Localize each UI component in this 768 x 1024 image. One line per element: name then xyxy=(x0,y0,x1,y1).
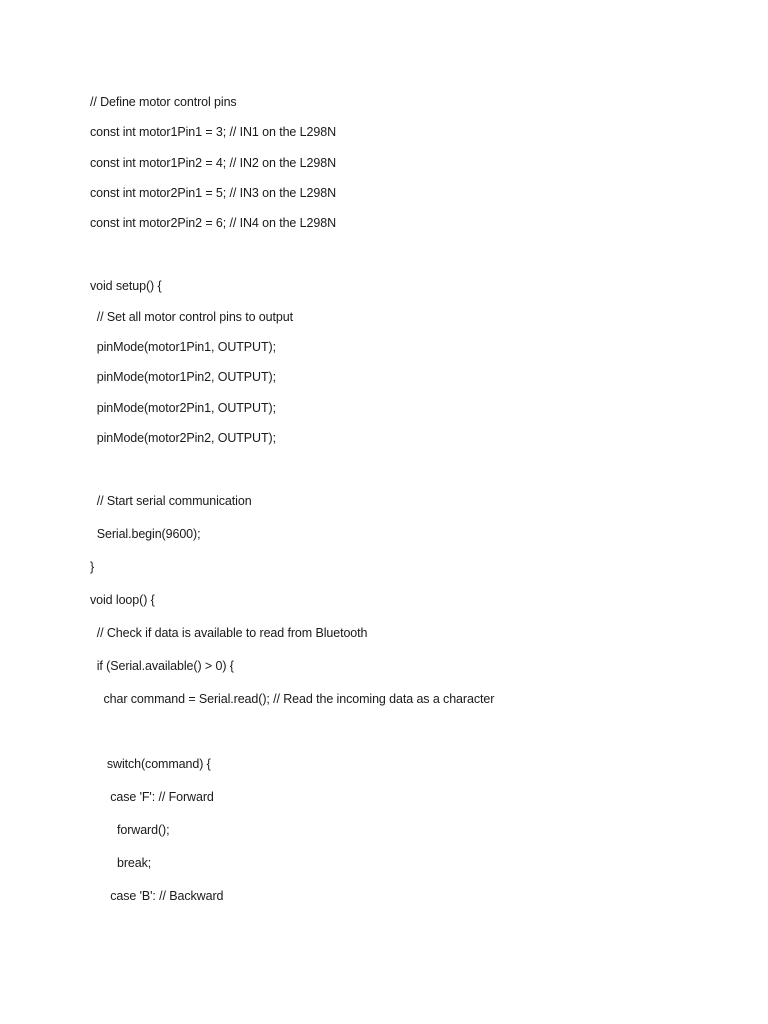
code-line: case 'B': // Backward xyxy=(90,889,224,903)
code-line: pinMode(motor1Pin1, OUTPUT); xyxy=(90,340,276,354)
code-line: char command = Serial.read(); // Read the incoming data as a character xyxy=(90,692,495,706)
code-line: // Check if data is available to read from Bluetooth xyxy=(90,626,368,640)
code-line: pinMode(motor2Pin1, OUTPUT); xyxy=(90,401,276,415)
code-line: Serial.begin(9600); xyxy=(90,527,201,541)
code-line: } xyxy=(90,560,95,574)
code-line: pinMode(motor1Pin2, OUTPUT); xyxy=(90,370,276,384)
code-line: const int motor1Pin1 = 3; // IN1 on the L298N xyxy=(90,125,336,139)
code-line: // Start serial communication xyxy=(90,494,252,508)
code-line: const int motor2Pin2 = 6; // IN4 on the L298N xyxy=(90,216,336,230)
code-line: case 'F': // Forward xyxy=(90,790,214,804)
code-line: switch(command) { xyxy=(90,757,211,771)
code-line: // Define motor control pins xyxy=(90,95,237,109)
code-line: const int motor2Pin1 = 5; // IN3 on the L298N xyxy=(90,186,336,200)
code-line: pinMode(motor2Pin2, OUTPUT); xyxy=(90,431,276,445)
code-line: if (Serial.available() > 0) { xyxy=(90,659,234,673)
code-line: forward(); xyxy=(90,823,170,837)
code-line: // Set all motor control pins to output xyxy=(90,310,293,324)
code-line: void setup() { xyxy=(90,279,162,293)
code-line: const int motor1Pin2 = 4; // IN2 on the L298N xyxy=(90,156,336,170)
code-line: break; xyxy=(90,856,152,870)
code-line: void loop() { xyxy=(90,593,155,607)
